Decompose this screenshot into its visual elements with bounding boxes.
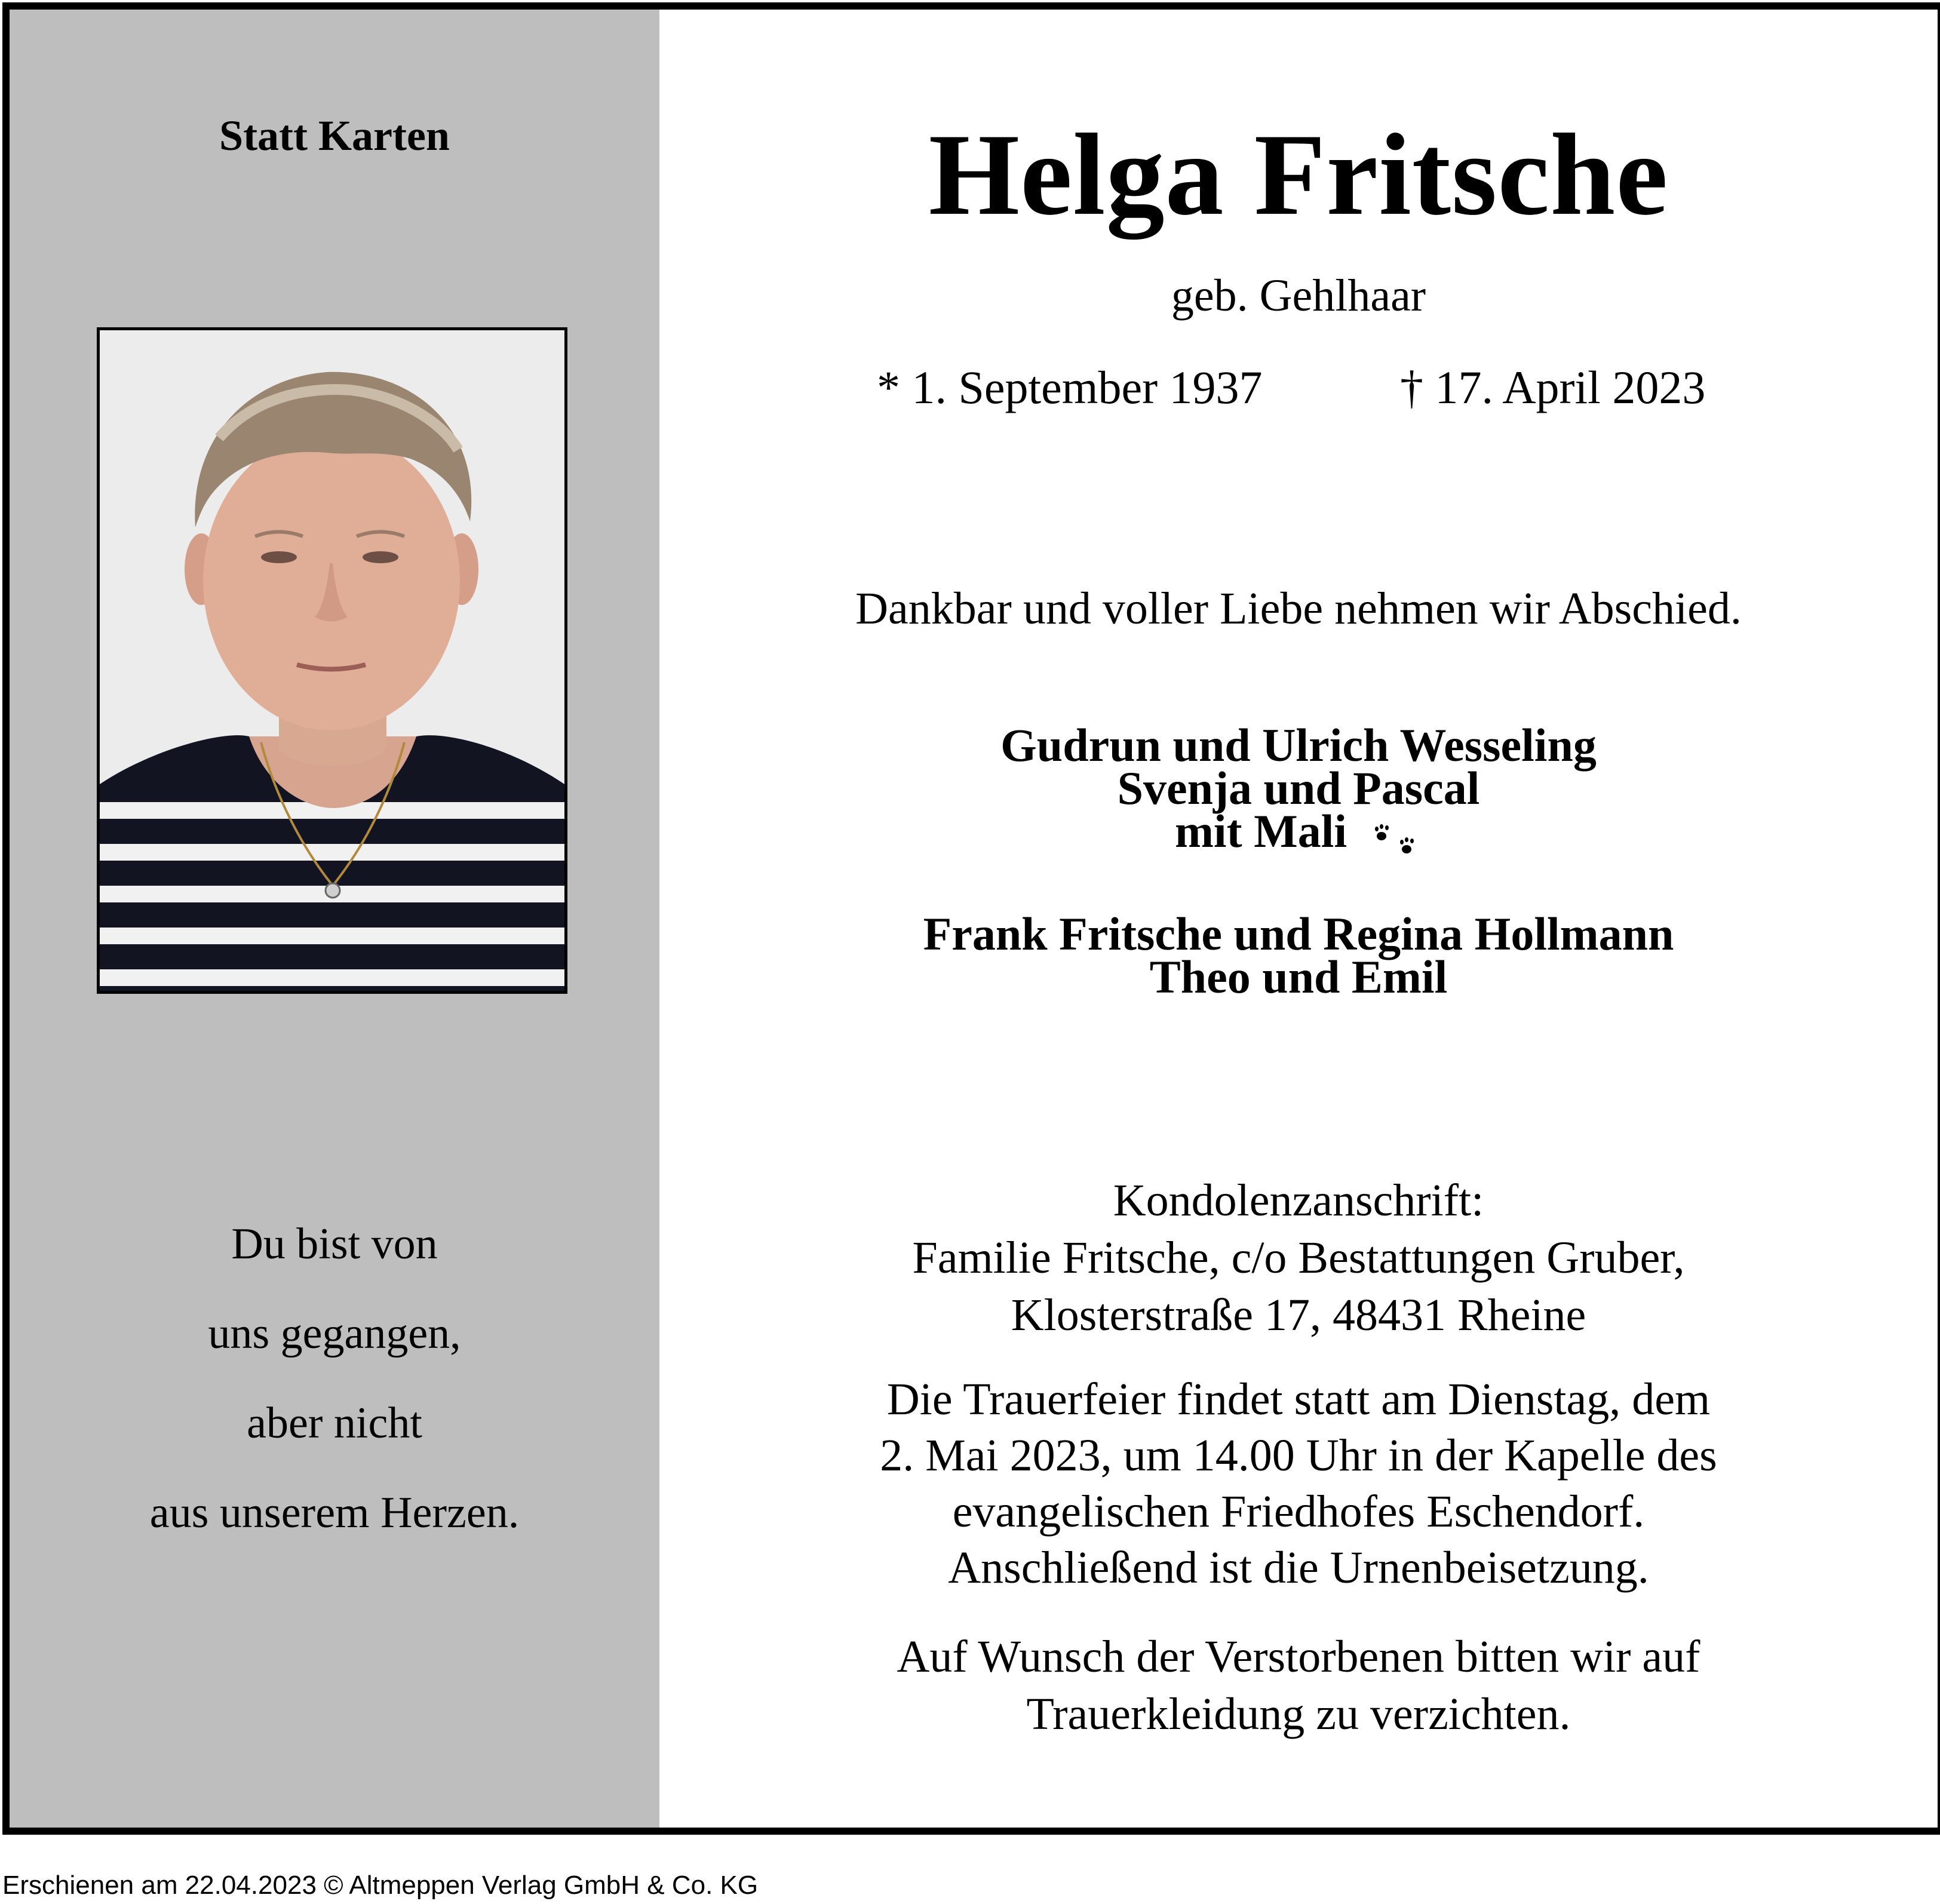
thanks-line: Dankbar und voller Liebe nehmen wir Abschied. [855,584,1742,634]
family-line: Svenja und Pascal [1117,762,1480,814]
family-line: Gudrun und Ulrich Wesseling [1000,719,1597,771]
main-panel [659,10,1938,1828]
verse-line: aber nicht [247,1399,422,1448]
family-group-1 [659,719,1938,857]
wish-line: Auf Wunsch der Verstorbenen bitten wir auf [897,1632,1700,1682]
service-line: Die Trauerfeier findet statt am Dienstag, dem [886,1374,1711,1424]
service-line: evangelischen Friedhofes Eschendorf. [952,1487,1645,1537]
deceased-name: Helga Fritsche [928,110,1669,239]
portrait-illustration [100,330,564,991]
paw-print-icon [1371,819,1422,853]
service-line: Anschließend ist die Urnenbeisetzung. [948,1543,1649,1593]
wish-line: Trauerkleidung zu verzichten. [1026,1689,1571,1739]
verse-line: uns gegangen, [208,1309,461,1358]
funeral-service-info [659,1371,1938,1596]
deceased-wish [659,1628,1938,1743]
family-line-with-pet [659,805,1938,857]
birth-date: * 1. September 1937 [877,361,1263,413]
publication-footer: Erschienen am 22.04.2023 © Altmeppen Verlag GmbH & Co. KG [2,1871,759,1900]
family-line: Frank Fritsche und Regina Hollmann [923,908,1674,960]
condolence-address [659,1172,1938,1344]
portrait-photo [97,327,567,994]
verse-line: Du bist von [231,1220,438,1269]
statt-karten-label: Statt Karten [219,112,450,159]
address-line: Kondolenzanschrift: [1113,1175,1484,1226]
service-line: 2. Mai 2023, um 14.00 Uhr in der Kapelle des [880,1430,1717,1481]
address-line: Familie Fritsche, c/o Bestattungen Gruber, [912,1233,1685,1283]
death-date: † 17. April 2023 [1400,361,1706,413]
side-panel [10,10,659,1828]
maiden-name: geb. Gehlhaar [1171,271,1426,321]
family-group-2 [659,908,1938,1003]
verse [10,1199,659,1558]
address-line: Klosterstraße 17, 48431 Rheine [1011,1290,1586,1340]
verse-line: aus unserem Herzen. [149,1488,520,1537]
family-line: Theo und Emil [1149,951,1448,1003]
family-line: mit Mali [1174,805,1347,857]
obituary-frame [2,2,1940,1835]
